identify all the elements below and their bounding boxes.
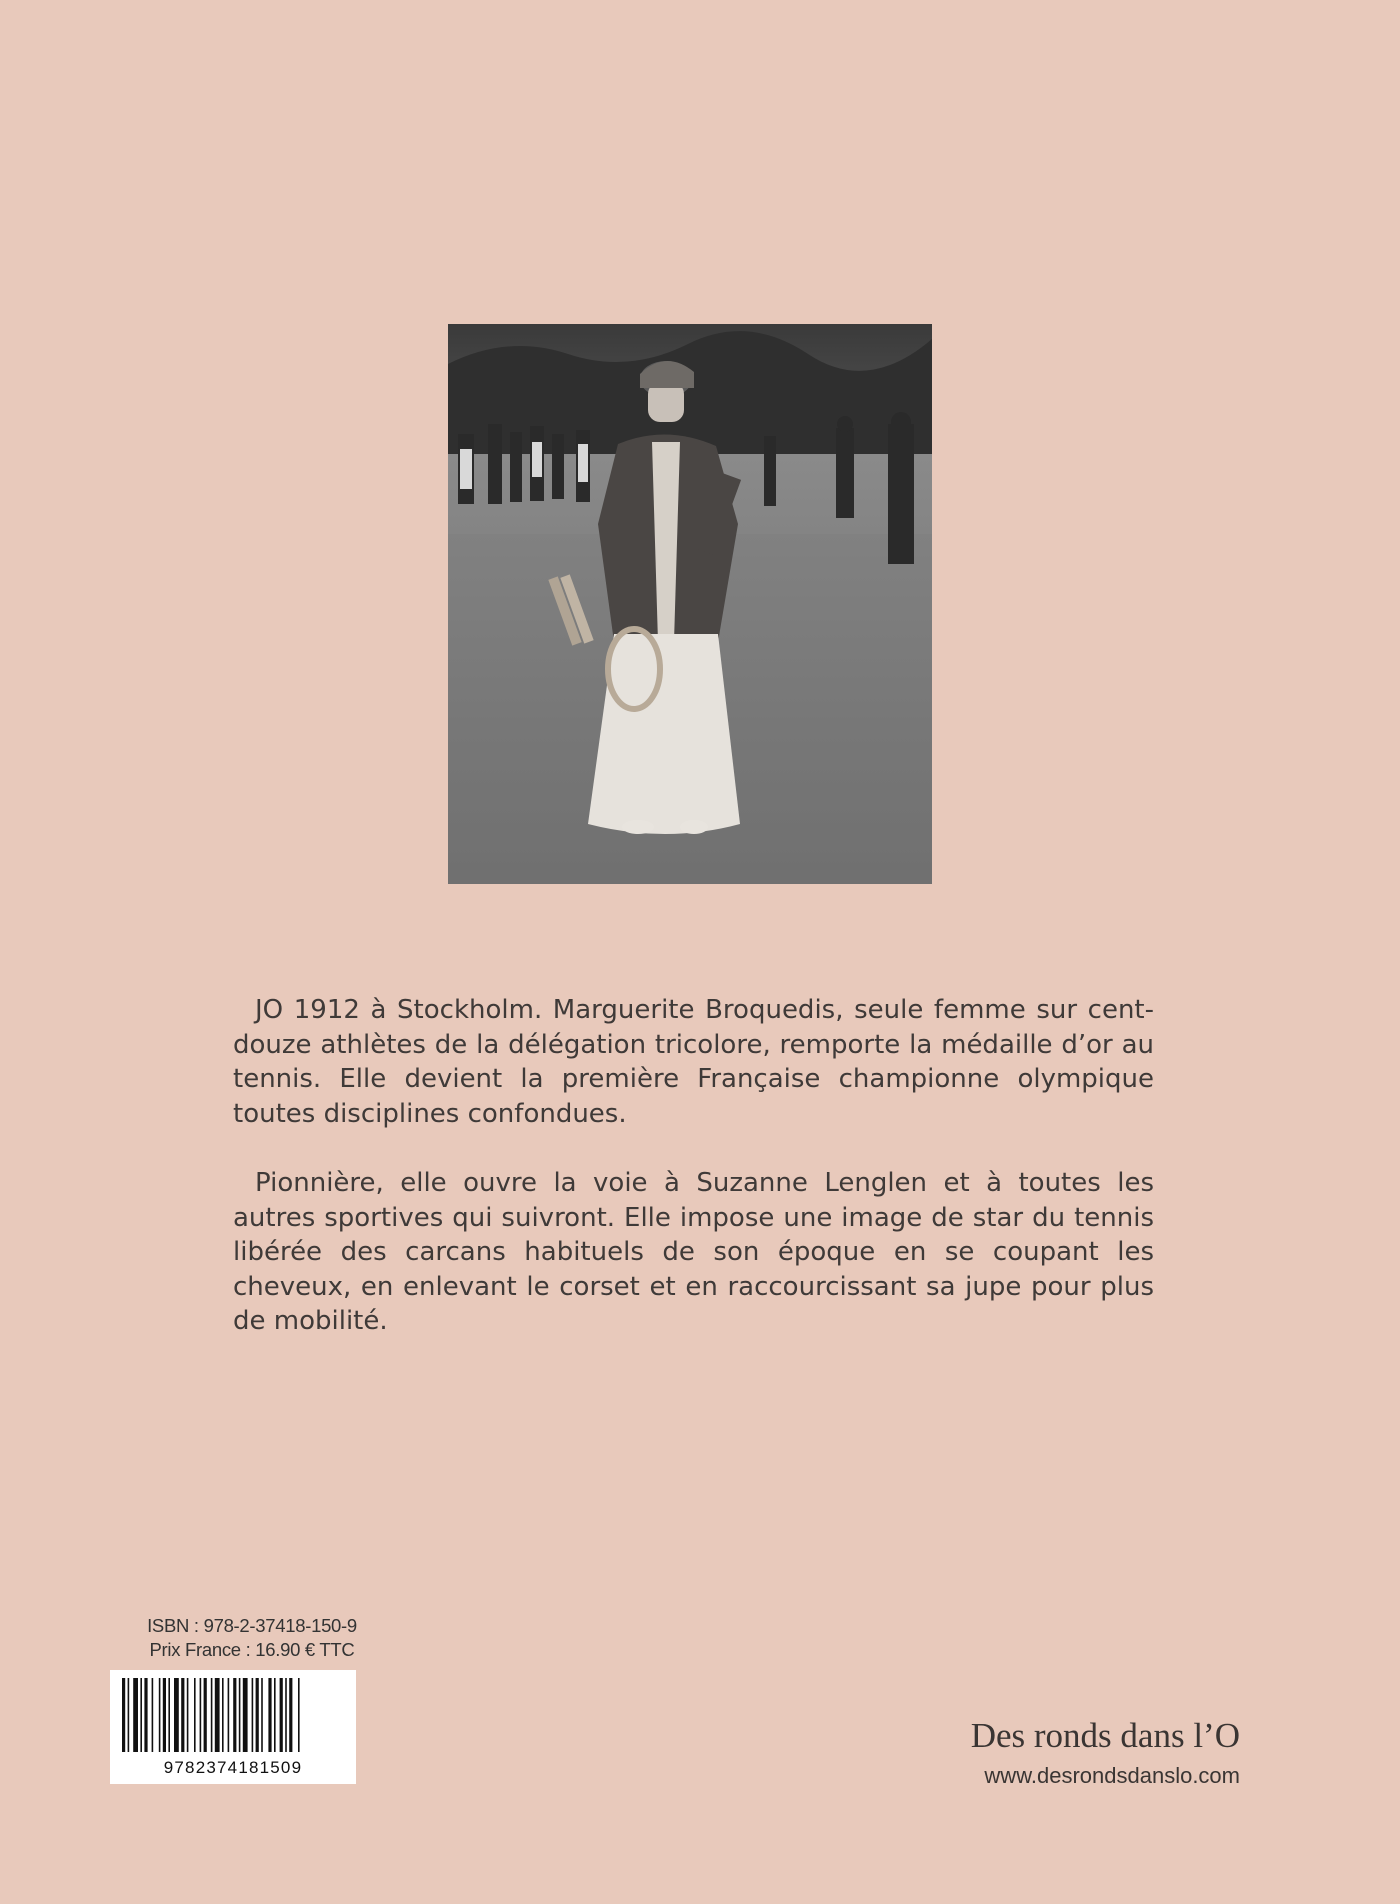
barcode-bars <box>122 1678 344 1752</box>
barcode-number: 9782374181509 <box>163 1758 303 1777</box>
price-text: Prix France : 16.90 € TTC <box>149 1639 355 1660</box>
blurb-paragraph-1: JO 1912 à Stockholm. Marguerite Broquedis, seule femme sur cent-douze athlètes de la délégation tricolore, remporte la médaille d’or au tennis. Elle devient la première Française championne olympique toutes disciplines confondues. <box>233 995 1154 1129</box>
barcode <box>110 1670 356 1784</box>
cover-photo <box>448 324 932 884</box>
book-metadata <box>132 1614 372 1662</box>
blurb-paragraph-2: Pionnière, elle ouvre la voie à Suzanne Lenglen et à toutes les autres sportives qui suivront. Elle impose une image de star du tennis libérée des carcans habituels de son époque en se coupant les cheveux, en enlevant le corset et en raccourcissant sa jupe pour plus de mobilité. <box>233 1168 1154 1336</box>
back-cover-blurb <box>233 993 1154 1339</box>
publisher-website[interactable]: www.desrondsdanslo.com <box>984 1763 1240 1788</box>
isbn-text: ISBN : 978-2-37418-150-9 <box>147 1615 357 1636</box>
tennis-player-photo <box>448 324 932 884</box>
publisher-name: Des ronds dans l’O <box>970 1716 1240 1755</box>
